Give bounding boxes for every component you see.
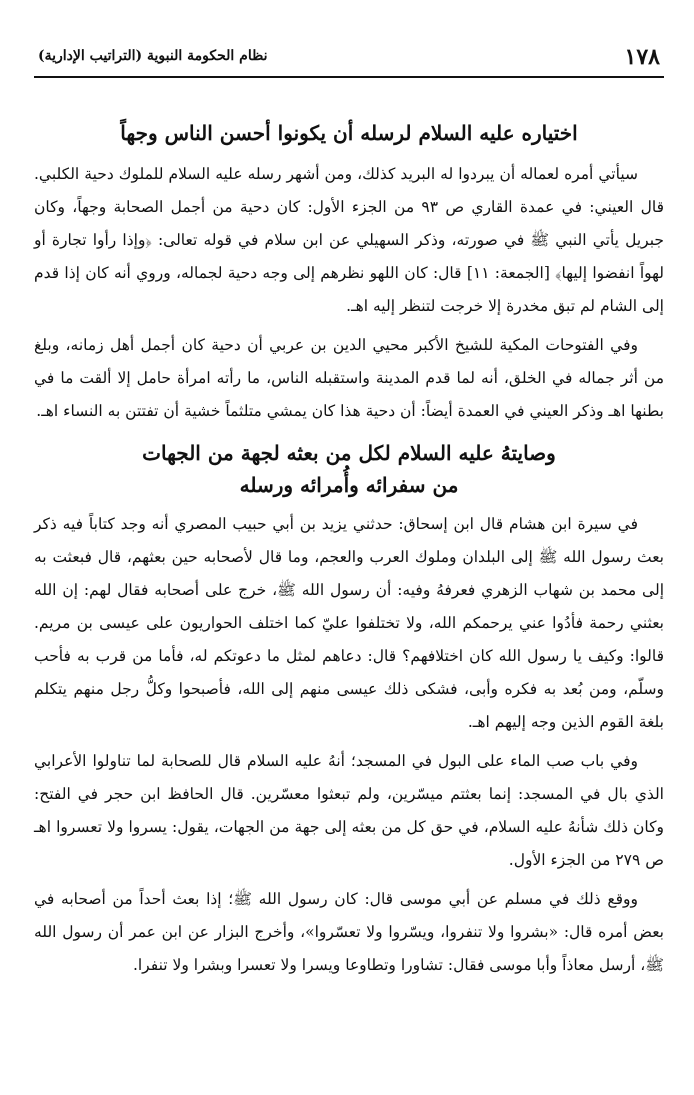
section-subtitle-envoys: من سفرائه وأُمرائه ورسله (239, 473, 459, 497)
page-header (34, 40, 664, 78)
running-title: نظام الحكومة النبوية (التراتيب الإدارية) (38, 48, 268, 64)
paragraph-ibn-hisham: في سيرة ابن هشام قال ابن إسحاق: حدثني يزيد بن أبي حبيب المصري أنه وجد كتاباً فيه ذكر بعث رسول الله ﷺ إلى البلدان وملوك العرب والعجم، وما قال لأصحابه حين بعثهم، قال فبعثت به إلى محمد بن شهاب الزهري فعرفهُ وفيه: أن رسول الله ﷺ، خرج على أصحابه فقال لهم: إن الله بعثني رحمة فأدُوا عني يرحمكم الله، ولا تختلفوا عليّ كما اختلف الحواريون على عيسى بن مريم. قالوا: وكيف يا رسول الله كان اختلافهم؟ قال: دعاهم لمثل ما دعوتكم له، فأما من قرب به فأحب وسلّم، ومن بُعد به فكره وأبى، فشكى ذلك عيسى منهم إلى الله، فأصبحوا وكلُّ رجل منهم يتكلم بلغة القوم الذين وجه إليهم اهـ. (34, 515, 664, 731)
section-title-instructions: وصايتهُ عليه السلام لكل من بعثه لجهة من الجهات (142, 441, 556, 465)
paragraph-futuhat: وفي الفتوحات المكية للشيخ الأكبر محيي الدين بن عربي أن دحية كان أجمل أهل زمانه، وبلغ من أثر جماله في الخلق، أنه لما قدم المدينة واستقبله الناس، ما رأته امرأة حامل إلا ألقت ما في بطنها اهـ وذكر العيني في العمدة أيضاً: أن دحية هذا كان يمشي متلثماً خشية أن تفتتن به النساء اهـ. (34, 336, 664, 420)
paragraph-abu-musa: ووقع ذلك في مسلم عن أبي موسى قال: كان رسول الله ﷺ؛ إذا بعث أحداً من أصحابه في بعض أمره قال: «بشروا ولا تنفروا، ويسّروا ولا تعسّروا»، وأخرج البزار عن ابن عمر أن رسول الله ﷺ، أرسل معاذاً وأبا موسى فقال: تشاورا وتطاوعا ويسرا ولا تعسرا وبشرا ولا تنفرا. (34, 890, 664, 974)
book-page (34, 40, 664, 982)
page-number: ١٧٨ (624, 44, 660, 70)
section-title-messengers-beauty: اختياره عليه السلام لرسله أن يكونوا أحسن الناس وجهاً (120, 121, 578, 145)
paragraph-mosque-urine: وفي باب صب الماء على البول في المسجد؛ أنهُ عليه السلام قال للصحابة لما تناولوا الأعرابي الذي بال في المسجد: إنما بعثتم ميسّرين، ولم تبعثوا معسّرين. قال الحافظ ابن حجر في الفتح: وكان ذلك شأنهُ عليه السلام، في حق كل من بعثه إلى جهة من الجهات، يقول: يسروا ولا تعسروا اهـ ص ٢٧٩ من الجزء الأول. (34, 752, 664, 869)
paragraph-dihya-intro: سيأتي أمره لعماله أن يبردوا له البريد كذلك، ومن أشهر رسله عليه السلام للملوك دحية الكلبي. قال العيني: في عمدة القاري ص ٩٣ من الجزء الأول: كان دحية من أجمل الصحابة وجهاً، وكان جبريل يأتي النبي ﷺ في صورته، وذكر السهيلي عن ابن سلام في قوله تعالى: ﴿وإذا رأوا تجارة أو لهواً انفضوا إليها﴾ [الجمعة: ١١] قال: كان اللهو نظرهم إلى وجه دحية لجماله، وروي أنه كان إذا قدم إلى الشام لم تبق مخدرة إلا خرجت لتنظر إليه اهـ. (34, 165, 665, 315)
